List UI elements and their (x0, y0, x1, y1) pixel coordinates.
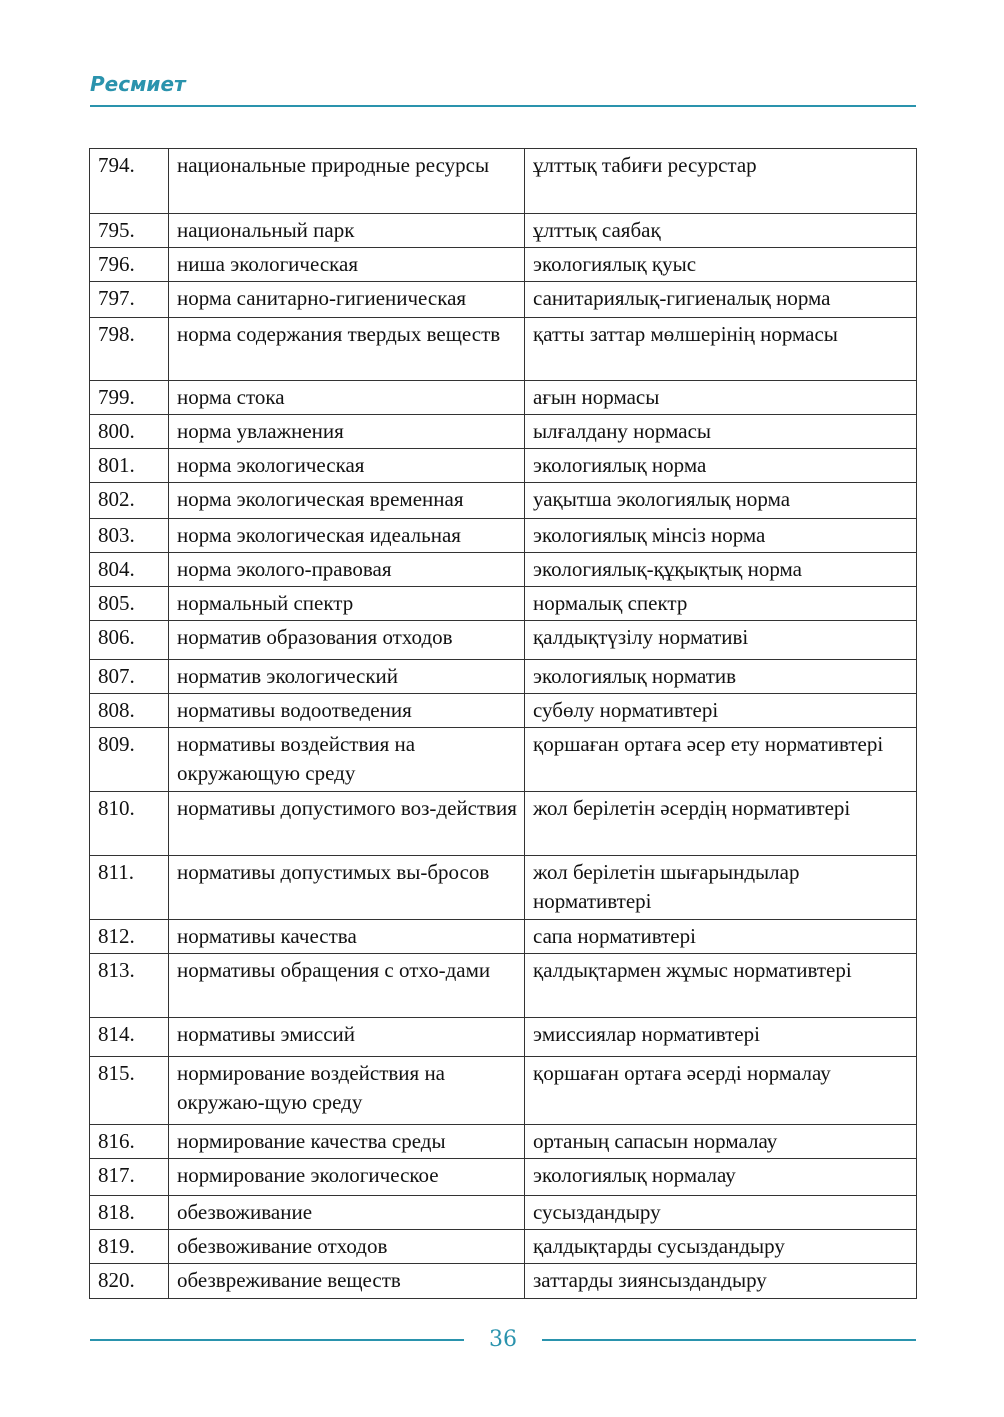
term-kazakh: экологиялық норма (525, 449, 917, 483)
page-number: 36 (489, 1327, 517, 1352)
header-divider (90, 105, 916, 107)
term-number: 805. (90, 587, 169, 621)
term-kazakh: экологиялық қуыс (525, 248, 917, 282)
table-row (90, 587, 917, 621)
term-number: 819. (90, 1230, 169, 1264)
term-kazakh: жол берілетін әсердің нормативтері (525, 792, 917, 856)
term-russian: нормативы водоотведения (169, 694, 525, 728)
table-row (90, 920, 917, 954)
term-russian: норма содержания твердых веществ (169, 318, 525, 381)
table-row (90, 214, 917, 248)
term-kazakh: жол берілетін шығарындылар нормативтері (525, 856, 917, 920)
table-row (90, 149, 917, 214)
table-row (90, 449, 917, 483)
footer-divider-right (542, 1339, 916, 1341)
term-kazakh: экологиялық мінсіз норма (525, 519, 917, 553)
term-number: 808. (90, 694, 169, 728)
term-kazakh: нормалық спектр (525, 587, 917, 621)
term-kazakh: сапа нормативтері (525, 920, 917, 954)
footer-divider-left (90, 1339, 464, 1341)
term-russian: нормативы обращения с отхо-дами (169, 954, 525, 1018)
term-kazakh: ылғалдану нормасы (525, 415, 917, 449)
term-russian: норматив образования отходов (169, 621, 525, 660)
term-kazakh: қатты заттар мөлшерінің нормасы (525, 318, 917, 381)
term-number: 794. (90, 149, 169, 214)
term-number: 809. (90, 728, 169, 792)
term-kazakh: эмиссиялар нормативтері (525, 1018, 917, 1057)
term-kazakh: уақытша экологиялық норма (525, 483, 917, 519)
table-row (90, 381, 917, 415)
table-row (90, 1196, 917, 1230)
table-row (90, 282, 917, 318)
term-kazakh: экологиялық норматив (525, 660, 917, 694)
table-row (90, 728, 917, 792)
table-row (90, 1125, 917, 1159)
term-kazakh: сусыздандыру (525, 1196, 917, 1230)
term-number: 806. (90, 621, 169, 660)
term-kazakh: ұлттық табиғи ресурстар (525, 149, 917, 214)
term-number: 816. (90, 1125, 169, 1159)
term-number: 820. (90, 1264, 169, 1299)
table-row (90, 483, 917, 519)
running-header-title: Ресмиет (90, 72, 186, 96)
term-number: 798. (90, 318, 169, 381)
table-row (90, 856, 917, 920)
term-kazakh: қоршаған ортаға әсер ету нормативтері (525, 728, 917, 792)
term-number: 812. (90, 920, 169, 954)
term-kazakh: қоршаған ортаға әсерді нормалау (525, 1057, 917, 1125)
term-russian: обезвоживание (169, 1196, 525, 1230)
term-kazakh: заттарды зиянсыздандыру (525, 1264, 917, 1299)
term-kazakh: ағын нормасы (525, 381, 917, 415)
term-number: 803. (90, 519, 169, 553)
table-row (90, 553, 917, 587)
term-russian: норма экологическая (169, 449, 525, 483)
term-russian: нормирование качества среды (169, 1125, 525, 1159)
term-russian: национальный парк (169, 214, 525, 248)
term-number: 817. (90, 1159, 169, 1196)
table-row (90, 1264, 917, 1299)
term-russian: нормативы качества (169, 920, 525, 954)
glossary-table (89, 148, 917, 1299)
term-number: 814. (90, 1018, 169, 1057)
term-number: 818. (90, 1196, 169, 1230)
table-row (90, 519, 917, 553)
term-russian: нормирование воздействия на окружаю-щую среду (169, 1057, 525, 1125)
term-kazakh: қалдықтүзілу нормативі (525, 621, 917, 660)
table-row (90, 248, 917, 282)
term-number: 811. (90, 856, 169, 920)
term-russian: норма стока (169, 381, 525, 415)
term-russian: нормативы эмиссий (169, 1018, 525, 1057)
term-russian: норма санитарно-гигиеническая (169, 282, 525, 318)
table-row (90, 415, 917, 449)
term-russian: норматив экологический (169, 660, 525, 694)
table-row (90, 660, 917, 694)
term-kazakh: қалдықтарды сусыздандыру (525, 1230, 917, 1264)
term-russian: ниша экологическая (169, 248, 525, 282)
term-kazakh: экологиялық нормалау (525, 1159, 917, 1196)
term-number: 799. (90, 381, 169, 415)
term-russian: нормативы допустимого воз-действия (169, 792, 525, 856)
term-number: 815. (90, 1057, 169, 1125)
term-number: 804. (90, 553, 169, 587)
table-row (90, 621, 917, 660)
term-russian: обезвреживание веществ (169, 1264, 525, 1299)
term-number: 810. (90, 792, 169, 856)
table-row (90, 792, 917, 856)
term-number: 813. (90, 954, 169, 1018)
term-russian: норма экологическая временная (169, 483, 525, 519)
term-kazakh: ұлттық саябақ (525, 214, 917, 248)
term-russian: норма увлажнения (169, 415, 525, 449)
term-number: 796. (90, 248, 169, 282)
term-number: 801. (90, 449, 169, 483)
table-row (90, 1159, 917, 1196)
term-russian: национальные природные ресурсы (169, 149, 525, 214)
table-row (90, 1057, 917, 1125)
term-number: 800. (90, 415, 169, 449)
term-number: 802. (90, 483, 169, 519)
term-kazakh: субөлу нормативтері (525, 694, 917, 728)
term-kazakh: экологиялық-құқықтық норма (525, 553, 917, 587)
term-russian: нормативы воздействия на окружающую среду (169, 728, 525, 792)
term-russian: обезвоживание отходов (169, 1230, 525, 1264)
table-row (90, 1018, 917, 1057)
term-number: 795. (90, 214, 169, 248)
term-kazakh: ортаның сапасын нормалау (525, 1125, 917, 1159)
term-russian: норма экологическая идеальная (169, 519, 525, 553)
table-row (90, 318, 917, 381)
term-russian: нормирование экологическое (169, 1159, 525, 1196)
term-kazakh: санитариялық-гигиеналық норма (525, 282, 917, 318)
term-number: 797. (90, 282, 169, 318)
term-kazakh: қалдықтармен жұмыс нормативтері (525, 954, 917, 1018)
table-row (90, 954, 917, 1018)
table-row (90, 1230, 917, 1264)
term-russian: норма эколого-правовая (169, 553, 525, 587)
term-russian: нормальный спектр (169, 587, 525, 621)
term-russian: нормативы допустимых вы-бросов (169, 856, 525, 920)
table-row (90, 694, 917, 728)
term-number: 807. (90, 660, 169, 694)
